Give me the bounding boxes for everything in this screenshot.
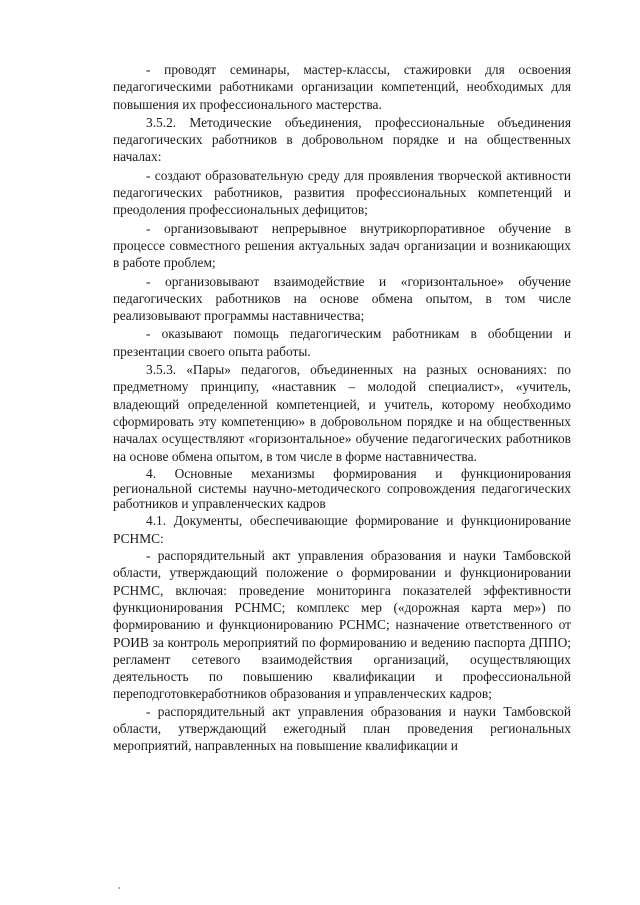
list-item-help: - оказывают помощь педагогическим работникам в обобщении и презентации своего опыта работы.	[113, 326, 571, 359]
list-item-environment: - создают образовательную среду для проявления творческой активности педагогических работников, развития профессиональных компетенций и преодоления профессиональных дефицитов;	[113, 167, 571, 218]
paragraph-3-5-3: 3.5.3. «Пары» педагогов, объединенных на разных основаниях: по предметному принципу, «наставник – молодой специалист», «учитель, владеющий определенной компетенцией, и учитель, которому необходимо сформировать эту компетенцию» в добровольном порядке и на общественных началах осуществляют «горизонтальное» обучение педагогических работников на основе обмена опытом, в том числе в форме наставничества.	[113, 362, 571, 464]
paragraph-4-1: 4.1. Документы, обеспечивающие формирование и функционирование РСНМС:	[113, 513, 571, 546]
list-item-annual-plan-act: - распорядительный акт управления образования и науки Тамбовской области, утверждающий ежегодный план проведения региональных мероприятий, направленных на повышение квалификации и	[113, 703, 571, 754]
scan-speck	[118, 887, 120, 889]
list-item-horizontal-training: - организовывают взаимодействие и «горизонтальное» обучение педагогических работников на основе обмена опытом, в том числе реализовывают программы наставничества;	[113, 273, 571, 324]
list-item-regulation-act: - распорядительный акт управления образования и науки Тамбовской области, утверждающий положение о формировании и функционировании РСНМС, включая: проведение мониторинга показателей эффективности функционирования РСНМС; комплекс мер («дорожная карта мер») по формированию и функционированию РСНМС; назначение ответственного от РОИВ за контроль мероприятий по формированию и ведению паспорта ДППО; регламент сетевого взаимодействия организаций, осуществляющих деятельность по повышению квалификации и профессиональной переподготовкеработников образования и управленческих кадров;	[113, 548, 571, 702]
list-item-corporate-training: - организовывают непрерывное внутрикорпоративное обучение в процессе совместного решения актуальных задач организации и возникающих в работе проблем;	[113, 220, 571, 271]
document-body	[113, 61, 571, 755]
paragraph-seminars: - проводят семинары, мастер-классы, стажировки для освоения педагогическими работниками организации компетенций, необходимых для повышения их профессионального мастерства.	[113, 62, 571, 112]
paragraph-3-5-2: 3.5.2. Методические объединения, профессиональные объединения педагогических работников в добровольном порядке и на общественных началах:	[113, 114, 571, 165]
section-4-heading: 4. Основные механизмы формирования и функционирования региональной системы научно-методического сопровождения педагогических работников и управленческих кадров	[113, 465, 571, 512]
